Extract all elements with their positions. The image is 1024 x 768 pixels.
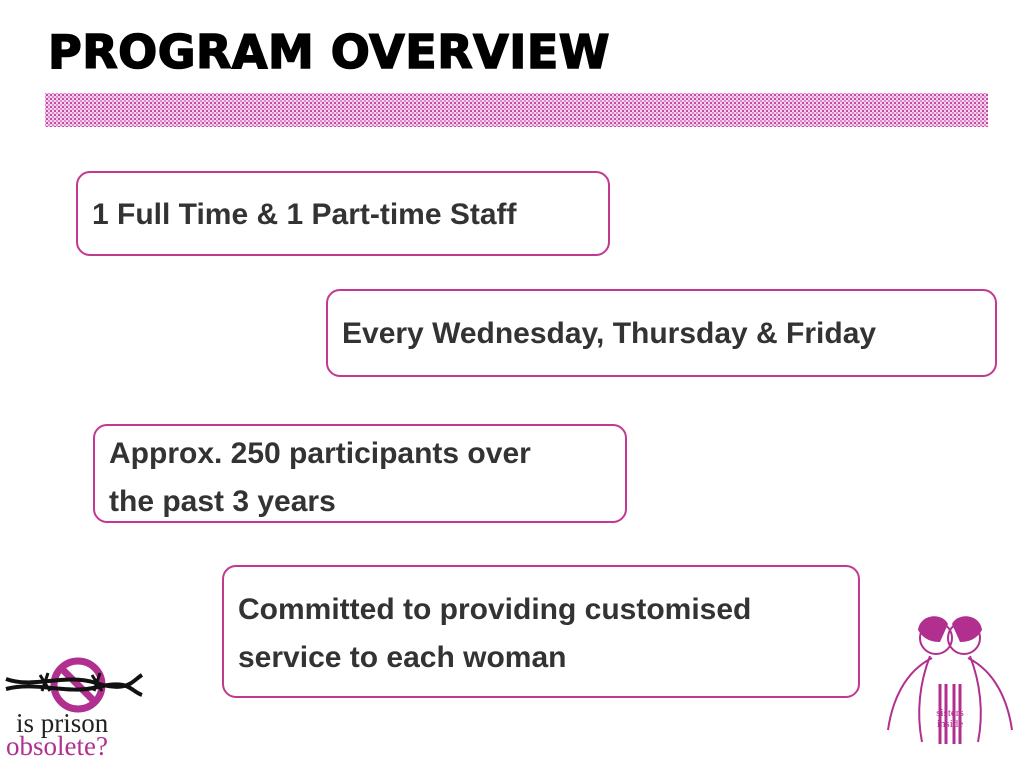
- barbed-wire-no-sign-icon: [4, 655, 144, 715]
- logo-text-line2: obsolete?: [6, 731, 108, 761]
- info-box-text: Every Wednesday, Thursday & Friday: [342, 317, 877, 350]
- is-prison-obsolete-logo: [4, 655, 144, 765]
- info-box-text: the past 3 years: [109, 485, 336, 518]
- info-box-text: Committed to providing customised: [238, 593, 752, 626]
- info-box-text: service to each woman: [238, 641, 567, 674]
- info-box-commitment: [222, 565, 860, 698]
- info-box-text: 1 Full Time & 1 Part-time Staff: [92, 198, 517, 231]
- sisters-inside-logo: [884, 612, 1016, 762]
- info-box-schedule: [326, 289, 997, 377]
- logo-text-line2: inside: [936, 718, 964, 730]
- info-box-staff: [76, 171, 610, 256]
- logo-text-line1: sisters: [936, 707, 964, 719]
- slide-title: PROGRAM OVERVIEW: [48, 25, 610, 79]
- info-box-participants: [93, 424, 627, 523]
- two-women-figure-icon: [884, 612, 1016, 762]
- decorative-pattern-bar: [45, 93, 988, 127]
- info-box-text: Approx. 250 participants over: [109, 437, 531, 470]
- logo-text-line1: is prison: [16, 708, 109, 738]
